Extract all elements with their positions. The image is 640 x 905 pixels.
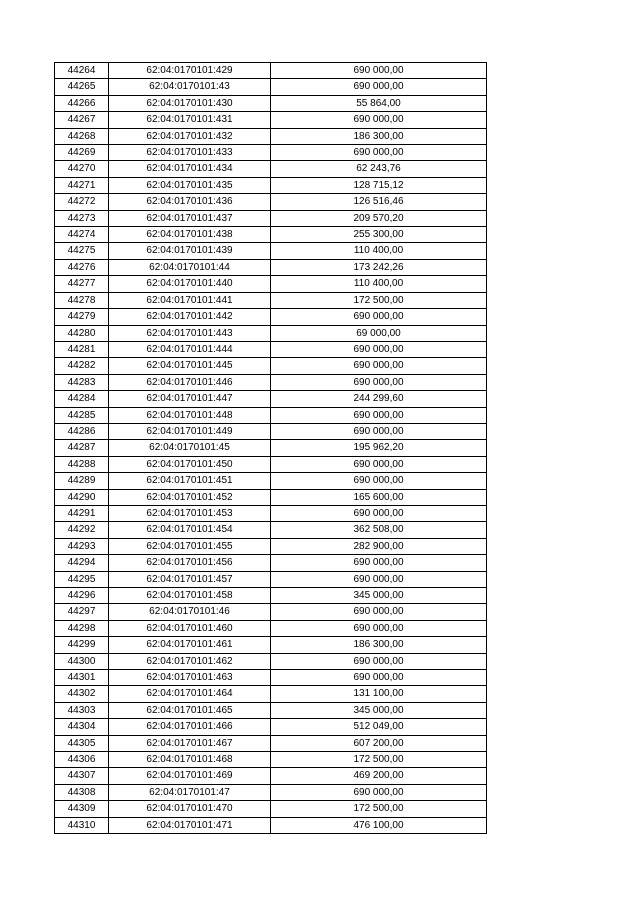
row-number-cell: 44294	[55, 555, 109, 571]
cadastral-number-cell: 62:04:0170101:464	[109, 686, 271, 702]
table-row	[55, 407, 487, 423]
cadastral-number-cell: 62:04:0170101:446	[109, 374, 271, 390]
row-number-cell: 44307	[55, 768, 109, 784]
row-number-cell: 44268	[55, 128, 109, 144]
cadastral-number-cell: 62:04:0170101:47	[109, 784, 271, 800]
table-row	[55, 309, 487, 325]
cadastral-number-cell: 62:04:0170101:462	[109, 653, 271, 669]
cadastral-number-cell: 62:04:0170101:445	[109, 358, 271, 374]
row-number-cell: 44281	[55, 341, 109, 357]
cadastral-value-cell: 345 000,00	[271, 588, 487, 604]
cadastral-number-cell: 62:04:0170101:455	[109, 538, 271, 554]
row-number-cell: 44272	[55, 194, 109, 210]
table-row	[55, 653, 487, 669]
table-row	[55, 423, 487, 439]
cadastral-value-cell: 690 000,00	[271, 112, 487, 128]
row-number-cell: 44297	[55, 604, 109, 620]
table-row	[55, 325, 487, 341]
cadastral-value-cell: 690 000,00	[271, 423, 487, 439]
cadastral-value-cell: 512 049,00	[271, 719, 487, 735]
table-row	[55, 440, 487, 456]
row-number-cell: 44310	[55, 817, 109, 833]
row-number-cell: 44300	[55, 653, 109, 669]
cadastral-number-cell: 62:04:0170101:442	[109, 309, 271, 325]
table-row	[55, 227, 487, 243]
table-row	[55, 79, 487, 95]
cadastral-number-cell: 62:04:0170101:468	[109, 752, 271, 768]
cadastral-value-cell: 690 000,00	[271, 374, 487, 390]
table-row	[55, 817, 487, 833]
cadastral-value-cell: 172 500,00	[271, 292, 487, 308]
cadastral-number-cell: 62:04:0170101:451	[109, 473, 271, 489]
cadastral-number-cell: 62:04:0170101:443	[109, 325, 271, 341]
cadastral-number-cell: 62:04:0170101:467	[109, 735, 271, 751]
table-row	[55, 112, 487, 128]
table-row	[55, 292, 487, 308]
table-row	[55, 210, 487, 226]
row-number-cell: 44302	[55, 686, 109, 702]
table-row	[55, 63, 487, 79]
cadastral-number-cell: 62:04:0170101:444	[109, 341, 271, 357]
row-number-cell: 44303	[55, 702, 109, 718]
row-number-cell: 44308	[55, 784, 109, 800]
row-number-cell: 44280	[55, 325, 109, 341]
table-row	[55, 670, 487, 686]
cadastral-value-cell: 282 900,00	[271, 538, 487, 554]
cadastral-number-cell: 62:04:0170101:447	[109, 391, 271, 407]
cadastral-value-cell: 690 000,00	[271, 784, 487, 800]
cadastral-number-cell: 62:04:0170101:449	[109, 423, 271, 439]
row-number-cell: 44279	[55, 309, 109, 325]
cadastral-number-cell: 62:04:0170101:470	[109, 801, 271, 817]
cadastral-number-cell: 62:04:0170101:450	[109, 456, 271, 472]
row-number-cell: 44284	[55, 391, 109, 407]
row-number-cell: 44304	[55, 719, 109, 735]
table-row	[55, 702, 487, 718]
row-number-cell: 44301	[55, 670, 109, 686]
table-row	[55, 374, 487, 390]
cadastral-value-cell: 110 400,00	[271, 243, 487, 259]
cadastral-number-cell: 62:04:0170101:432	[109, 128, 271, 144]
row-number-cell: 44309	[55, 801, 109, 817]
cadastral-number-cell: 62:04:0170101:469	[109, 768, 271, 784]
table-body	[55, 63, 487, 834]
cadastral-number-cell: 62:04:0170101:463	[109, 670, 271, 686]
table-row	[55, 276, 487, 292]
cadastral-value-cell: 690 000,00	[271, 456, 487, 472]
row-number-cell: 44286	[55, 423, 109, 439]
cadastral-number-cell: 62:04:0170101:471	[109, 817, 271, 833]
cadastral-value-cell: 69 000,00	[271, 325, 487, 341]
cadastral-number-cell: 62:04:0170101:436	[109, 194, 271, 210]
cadastral-value-cell: 476 100,00	[271, 817, 487, 833]
cadastral-number-cell: 62:04:0170101:44	[109, 259, 271, 275]
cadastral-value-cell: 607 200,00	[271, 735, 487, 751]
cadastral-value-cell: 345 000,00	[271, 702, 487, 718]
cadastral-value-cell: 128 715,12	[271, 177, 487, 193]
table-row	[55, 473, 487, 489]
row-number-cell: 44267	[55, 112, 109, 128]
cadastral-value-cell: 469 200,00	[271, 768, 487, 784]
row-number-cell: 44273	[55, 210, 109, 226]
cadastral-value-cell: 690 000,00	[271, 670, 487, 686]
table-row	[55, 456, 487, 472]
table-row	[55, 243, 487, 259]
row-number-cell: 44283	[55, 374, 109, 390]
table-row	[55, 752, 487, 768]
cadastral-value-cell: 255 300,00	[271, 227, 487, 243]
cadastral-number-cell: 62:04:0170101:438	[109, 227, 271, 243]
row-number-cell: 44299	[55, 637, 109, 653]
row-number-cell: 44282	[55, 358, 109, 374]
cadastral-value-cell: 244 299,60	[271, 391, 487, 407]
cadastral-value-cell: 172 500,00	[271, 752, 487, 768]
row-number-cell: 44289	[55, 473, 109, 489]
cadastral-value-cell: 110 400,00	[271, 276, 487, 292]
row-number-cell: 44296	[55, 588, 109, 604]
cadastral-number-cell: 62:04:0170101:45	[109, 440, 271, 456]
cadastral-value-cell: 690 000,00	[271, 505, 487, 521]
table-row	[55, 784, 487, 800]
cadastral-value-cell: 186 300,00	[271, 128, 487, 144]
table-row	[55, 341, 487, 357]
table-row	[55, 259, 487, 275]
cadastral-value-cell: 690 000,00	[271, 79, 487, 95]
cadastral-value-cell: 690 000,00	[271, 620, 487, 636]
cadastral-number-cell: 62:04:0170101:453	[109, 505, 271, 521]
row-number-cell: 44306	[55, 752, 109, 768]
row-number-cell: 44269	[55, 145, 109, 161]
table-row	[55, 637, 487, 653]
cadastral-value-cell: 690 000,00	[271, 473, 487, 489]
row-number-cell: 44270	[55, 161, 109, 177]
row-number-cell: 44298	[55, 620, 109, 636]
row-number-cell: 44305	[55, 735, 109, 751]
cadastral-value-cell: 172 500,00	[271, 801, 487, 817]
cadastral-number-cell: 62:04:0170101:46	[109, 604, 271, 620]
cadastral-number-cell: 62:04:0170101:43	[109, 79, 271, 95]
cadastral-number-cell: 62:04:0170101:439	[109, 243, 271, 259]
table-row	[55, 358, 487, 374]
table-row	[55, 588, 487, 604]
cadastral-number-cell: 62:04:0170101:431	[109, 112, 271, 128]
cadastral-value-cell: 690 000,00	[271, 358, 487, 374]
cadastral-value-cell: 690 000,00	[271, 341, 487, 357]
cadastral-number-cell: 62:04:0170101:454	[109, 522, 271, 538]
cadastral-number-cell: 62:04:0170101:435	[109, 177, 271, 193]
table-row	[55, 801, 487, 817]
cadastral-number-cell: 62:04:0170101:441	[109, 292, 271, 308]
table-row	[55, 489, 487, 505]
table-row	[55, 177, 487, 193]
cadastral-value-cell: 362 508,00	[271, 522, 487, 538]
cadastral-number-cell: 62:04:0170101:466	[109, 719, 271, 735]
cadastral-value-table	[54, 62, 487, 834]
table-row	[55, 571, 487, 587]
table-row	[55, 538, 487, 554]
row-number-cell: 44277	[55, 276, 109, 292]
row-number-cell: 44293	[55, 538, 109, 554]
row-number-cell: 44285	[55, 407, 109, 423]
cadastral-value-cell: 195 962,20	[271, 440, 487, 456]
cadastral-number-cell: 62:04:0170101:465	[109, 702, 271, 718]
row-number-cell: 44275	[55, 243, 109, 259]
row-number-cell: 44271	[55, 177, 109, 193]
cadastral-number-cell: 62:04:0170101:434	[109, 161, 271, 177]
row-number-cell: 44276	[55, 259, 109, 275]
table-row	[55, 128, 487, 144]
table-row	[55, 505, 487, 521]
table-row	[55, 719, 487, 735]
cadastral-value-cell: 186 300,00	[271, 637, 487, 653]
cadastral-value-cell: 690 000,00	[271, 555, 487, 571]
row-number-cell: 44274	[55, 227, 109, 243]
cadastral-number-cell: 62:04:0170101:440	[109, 276, 271, 292]
cadastral-value-cell: 690 000,00	[271, 309, 487, 325]
cadastral-number-cell: 62:04:0170101:429	[109, 63, 271, 79]
cadastral-number-cell: 62:04:0170101:461	[109, 637, 271, 653]
row-number-cell: 44291	[55, 505, 109, 521]
cadastral-number-cell: 62:04:0170101:458	[109, 588, 271, 604]
cadastral-value-cell: 62 243,76	[271, 161, 487, 177]
row-number-cell: 44295	[55, 571, 109, 587]
row-number-cell: 44292	[55, 522, 109, 538]
row-number-cell: 44287	[55, 440, 109, 456]
cadastral-number-cell: 62:04:0170101:460	[109, 620, 271, 636]
table-row	[55, 194, 487, 210]
cadastral-value-cell: 55 864,00	[271, 95, 487, 111]
cadastral-value-cell: 173 242,26	[271, 259, 487, 275]
table-row	[55, 604, 487, 620]
cadastral-number-cell: 62:04:0170101:452	[109, 489, 271, 505]
cadastral-value-cell: 209 570,20	[271, 210, 487, 226]
cadastral-value-cell: 690 000,00	[271, 571, 487, 587]
table-row	[55, 620, 487, 636]
row-number-cell: 44264	[55, 63, 109, 79]
cadastral-number-cell: 62:04:0170101:430	[109, 95, 271, 111]
table-row	[55, 161, 487, 177]
cadastral-value-cell: 126 516,46	[271, 194, 487, 210]
cadastral-value-cell: 690 000,00	[271, 653, 487, 669]
table-row	[55, 768, 487, 784]
table-row	[55, 391, 487, 407]
cadastral-value-cell: 131 100,00	[271, 686, 487, 702]
table-row	[55, 95, 487, 111]
cadastral-number-cell: 62:04:0170101:448	[109, 407, 271, 423]
row-number-cell: 44290	[55, 489, 109, 505]
row-number-cell: 44278	[55, 292, 109, 308]
cadastral-value-cell: 690 000,00	[271, 145, 487, 161]
table-row	[55, 555, 487, 571]
table-row	[55, 735, 487, 751]
cadastral-number-cell: 62:04:0170101:437	[109, 210, 271, 226]
row-number-cell: 44265	[55, 79, 109, 95]
cadastral-number-cell: 62:04:0170101:457	[109, 571, 271, 587]
cadastral-value-cell: 690 000,00	[271, 604, 487, 620]
cadastral-value-cell: 690 000,00	[271, 63, 487, 79]
row-number-cell: 44266	[55, 95, 109, 111]
table-row	[55, 686, 487, 702]
cadastral-number-cell: 62:04:0170101:433	[109, 145, 271, 161]
row-number-cell: 44288	[55, 456, 109, 472]
table-row	[55, 522, 487, 538]
cadastral-number-cell: 62:04:0170101:456	[109, 555, 271, 571]
cadastral-value-cell: 165 600,00	[271, 489, 487, 505]
cadastral-value-cell: 690 000,00	[271, 407, 487, 423]
table-row	[55, 145, 487, 161]
